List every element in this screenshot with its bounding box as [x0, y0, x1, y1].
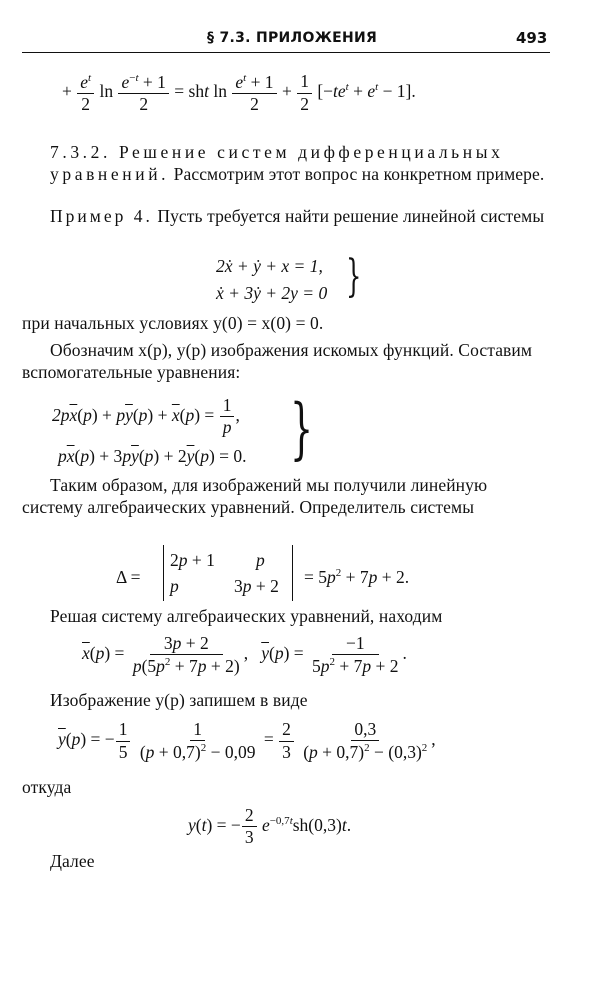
determinant-result: = $5p^2 + 7p + 2$.	[304, 567, 410, 587]
header-rule	[22, 52, 550, 53]
solutions-formula: $\overline{x}(p)$ = $\frac{3p + 2}{p(5p^2 + 7p + 2)}$ , $\overline{y}(p)$ = $\frac{-1}{5p^2 + 7p + 2}$ .	[82, 633, 407, 677]
determinant-matrix: 2p + 1 p p 3p + 2	[163, 545, 293, 601]
example-paragraph	[50, 205, 552, 227]
example-label: Пример 4.	[50, 206, 153, 226]
section-paragraph	[50, 141, 550, 185]
further-text: Далее	[50, 851, 95, 871]
system2-equation-1: $2p\overline{x}(p) + p\overline{y}(p) + \overline{x}(p)$ = $\frac{1}{p}$ ,	[52, 395, 240, 438]
obtained-paragraph: Таким образом, для изображений мы получили линейную систему алгебраических уравнений. Определитель системы	[22, 475, 488, 517]
solving-text: Решая систему алгебраических уравнений, находим	[50, 606, 443, 626]
system1-equation-2: ẋ + 3ẏ + 2y = 0	[216, 283, 328, 303]
system2-equation-2: $p\overline{x}(p) + 3p\overline{y}(p) + 2\overline{y}(p) = 0$.	[58, 446, 247, 466]
page-number: 493	[516, 29, 548, 47]
system2-brace: }	[290, 390, 314, 467]
y-decomposition: $\overline{y}(p)$ = − $\frac{1}{5}$ $\frac{1}{(p + 0,7)^2 - 0,09}$ = $\frac{2}{3}$ $\frac{0,3}{(p + 0,7)^2 - (0,3)^2}$ ,	[58, 719, 436, 763]
determinant-label: Δ =	[116, 567, 141, 587]
section-text: Рассмотрим этот вопрос на конкретном примере.	[173, 164, 545, 184]
y-result: y(t) = − $\frac{2}{3}$ $e^{-0,7t}sh(0,3)t$.	[188, 805, 352, 848]
system1-brace: }	[346, 251, 362, 302]
image-text: Изображение y(p) запишем в виде	[50, 690, 308, 710]
top-formula: + $\frac{e^t}{2}$ ln $\frac{e^{-t} + 1}{2}$ = sht ln $\frac{e^t + 1}{2}$ + $\frac{1}{2}$ $[-te^t + e^t - 1]$.	[62, 71, 416, 115]
running-header-title: § 7.3. ПРИЛОЖЕНИЯ	[207, 30, 378, 46]
whence-text: откуда	[22, 777, 72, 797]
notation-paragraph: Обозначим x(p), y(p) изображения искомых функций. Составим вспомогательные уравнения:	[22, 340, 533, 382]
section-heading: 7.3.2. Решение систем дифференциальных уравнений.	[50, 142, 504, 184]
initial-conditions: при начальных условиях y(0) = x(0) = 0.	[22, 313, 324, 333]
system1-equation-1: 2ẋ + ẏ + x = 1,	[216, 256, 323, 276]
example-text: Пусть требуется найти решение линейной системы	[157, 206, 545, 226]
